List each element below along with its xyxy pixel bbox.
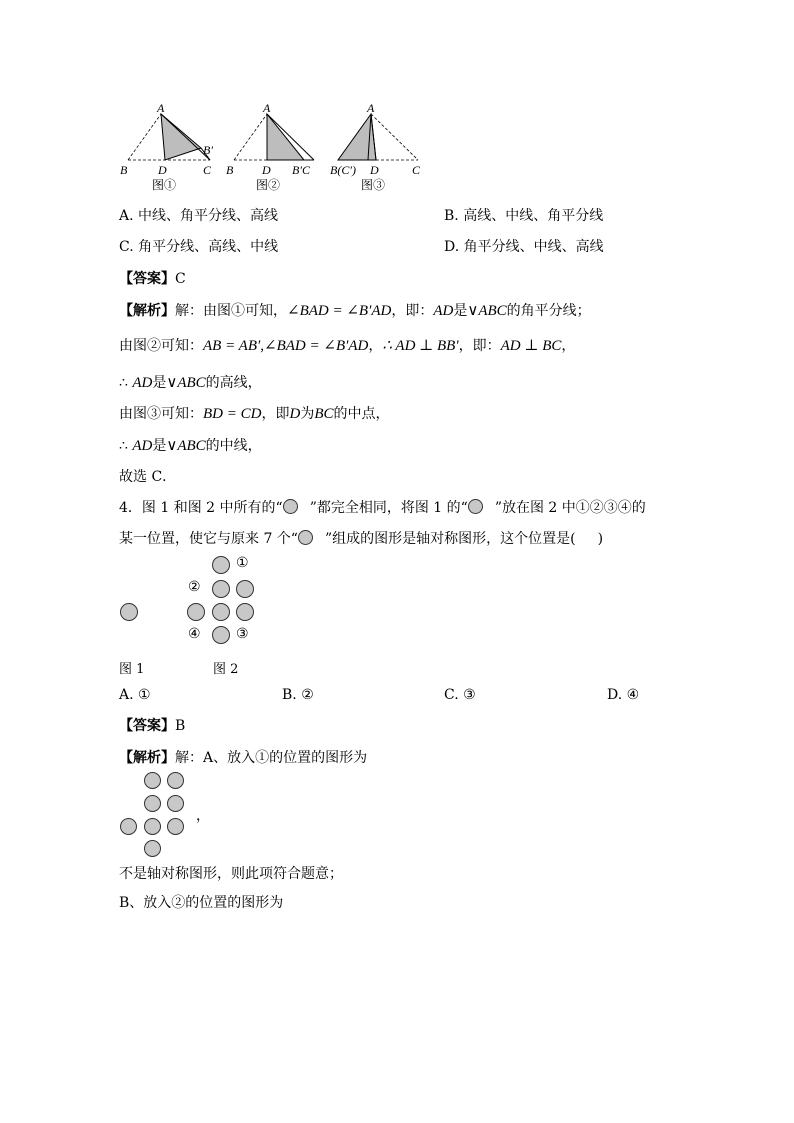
- label-D: D: [158, 163, 167, 177]
- label-D: D: [370, 163, 379, 177]
- analysis-line-2: 不是轴对称图形，则此项符合题意；: [119, 866, 343, 882]
- circle-icon: [167, 795, 184, 812]
- figure-caption-2: 图②: [256, 178, 281, 192]
- circle-icon: [236, 603, 254, 621]
- comma: ，: [196, 808, 210, 824]
- circle-icon: [120, 818, 137, 835]
- label-A: A: [157, 101, 165, 115]
- label-B-prime: B′: [203, 143, 213, 157]
- answer-line: 【答案】B: [119, 718, 186, 734]
- option-a: A. ①: [119, 687, 151, 703]
- question-4-line-2: 某一位置，使它与原来 7 个“ ”组成的图形是轴对称图形，这个位置是( ): [119, 531, 604, 547]
- analysis-line-3: B、放入②的位置的图形为: [119, 895, 284, 911]
- label-C: C: [203, 163, 212, 177]
- analysis-line-2: 由图②可知：AB = AB′,∠BAD = ∠B′AD，∴ AD ⊥ BB′，即：AD ⊥ BC，: [119, 338, 576, 354]
- circle-icon: [187, 603, 205, 621]
- analysis-line-5: ∴ AD是∨ABC的中线，: [119, 438, 262, 454]
- position-label-1: ①: [236, 555, 249, 571]
- triangle-figure-1: [115, 100, 225, 180]
- label-B-C-prime: B(C′): [330, 163, 356, 177]
- figure-2-caption: 图 2: [213, 662, 239, 677]
- option-a: A. 中线、角平分线、高线: [119, 208, 279, 224]
- circle-icon: [298, 530, 313, 545]
- position-label-3: ③: [236, 626, 249, 642]
- question-4-line-1: 4．图 1 和图 2 中所有的“ ”都完全相同，将图 1 的“ ”放在图 2 中①②③④的: [119, 500, 646, 516]
- circle-icon: [236, 580, 254, 598]
- figure-caption-1: 图①: [152, 178, 177, 192]
- figure-caption-3: 图③: [361, 178, 386, 192]
- circle-icon: [212, 626, 230, 644]
- circle-icon: [120, 603, 138, 621]
- label-B: B: [120, 163, 128, 177]
- analysis-line-6: 故选 C．: [119, 469, 177, 485]
- position-label-4: ④: [188, 626, 201, 642]
- figure-1-caption: 图 1: [119, 662, 145, 677]
- circle-icon: [212, 556, 230, 574]
- label-D: D: [262, 163, 271, 177]
- circle-icon: [212, 603, 230, 621]
- option-d: D. ④: [607, 687, 640, 703]
- analysis-line-1: 【解析】解：A、放入①的位置的图形为: [119, 750, 368, 766]
- analysis-line-4: 由图③可知：BD = CD，即D为BC的中点，: [119, 406, 390, 422]
- option-c: C. 角平分线、高线、中线: [119, 239, 279, 255]
- circle-icon: [283, 499, 298, 514]
- circle-icon: [212, 580, 230, 598]
- option-c: C. ③: [444, 687, 476, 703]
- label-C: C: [412, 163, 421, 177]
- position-label-2: ②: [188, 579, 201, 595]
- analysis-line-1: 【解析】解：由图①可知，∠BAD = ∠B′AD，即：AD是∨ABC的角平分线；: [119, 303, 591, 319]
- circle-icon: [144, 840, 161, 857]
- label-B: B: [226, 163, 234, 177]
- option-d: D. 角平分线、中线、高线: [444, 239, 604, 255]
- option-b: B. ②: [282, 687, 314, 703]
- triangle-figure-2: [222, 100, 332, 180]
- circle-icon: [167, 772, 184, 789]
- circle-icon: [144, 818, 161, 835]
- circle-icon: [144, 795, 161, 812]
- circle-icon: [167, 818, 184, 835]
- option-b: B. 高线、中线、角平分线: [444, 208, 604, 224]
- label-A: A: [263, 101, 271, 115]
- circle-icon: [468, 499, 483, 514]
- analysis-line-3: ∴ AD是∨ABC的高线，: [119, 375, 262, 391]
- answer-line: 【答案】C: [119, 271, 186, 287]
- label-A: A: [367, 101, 375, 115]
- label-B-prime-C: B′C: [292, 163, 310, 177]
- circle-icon: [144, 772, 161, 789]
- triangle-figure-3: [326, 100, 436, 180]
